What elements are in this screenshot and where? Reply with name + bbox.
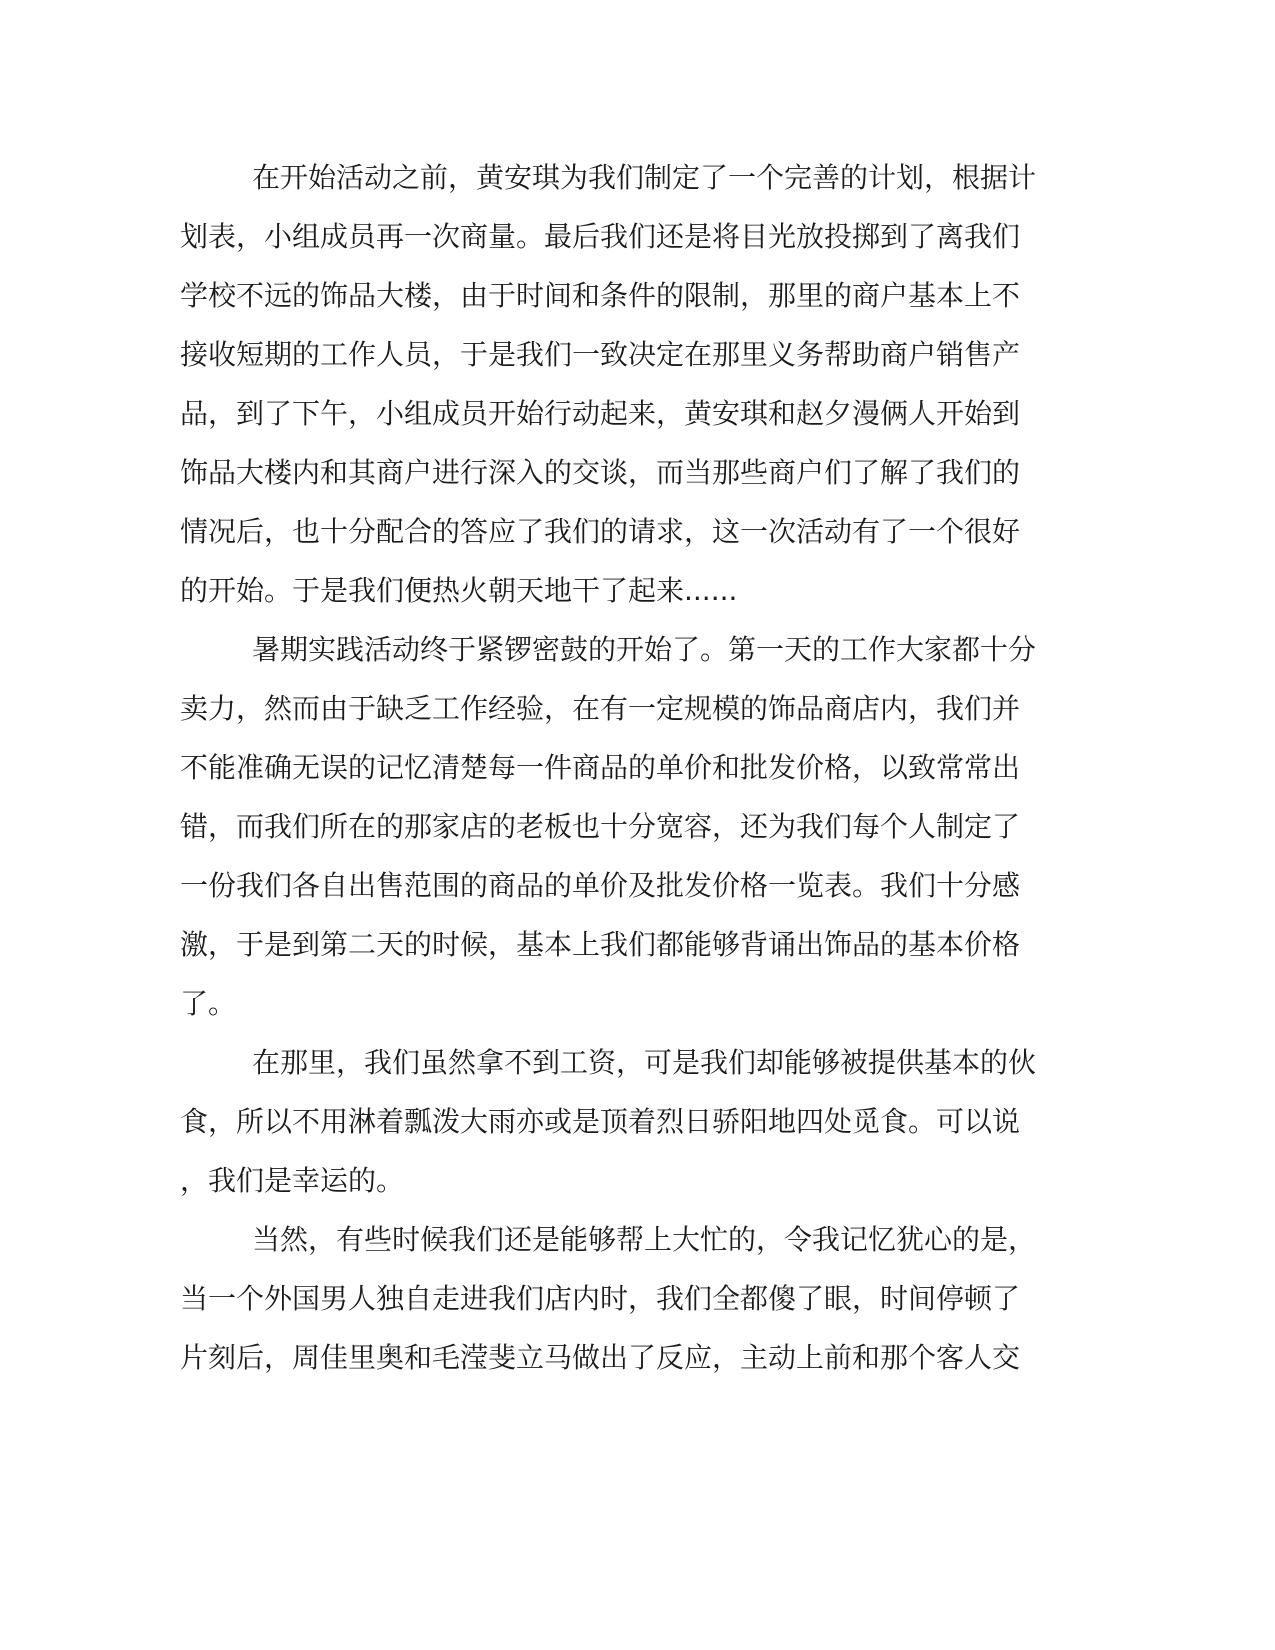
text-line: 当然，有些时候我们还是能够帮上大忙的，令我记忆犹心的是， [252,1223,1037,1256]
text-line: 食，所以不用淋着瓢泼大雨亦或是顶着烈日骄阳地四处觅食。可以说 [180,1105,1021,1138]
text-line: 在开始活动之前，黄安琪为我们制定了一个完善的计划，根据计 [252,161,1037,194]
text-line: 卖力，然而由于缺乏工作经验，在有一定规模的饰品商店内，我们并 [180,692,1021,725]
text-line: 的开始。于是我们便热火朝天地干了起来...... [180,574,738,607]
text-line: 激，于是到第二天的时候，基本上我们都能够背诵出饰品的基本价格 [180,928,1021,961]
text-line: 接收短期的工作人员，于是我们一致决定在那里义务帮助商户销售产 [180,338,1021,371]
text-line: 情况后，也十分配合的答应了我们的请求，这一次活动有了一个很好 [180,515,1021,548]
text-line: 片刻后，周佳里奥和毛滢斐立马做出了反应，主动上前和那个客人交 [180,1341,1021,1374]
text-line: 错，而我们所在的那家店的老板也十分宽容，还为我们每个人制定了 [180,810,1021,843]
text-line: 不能准确无误的记忆清楚每一件商品的单价和批发价格，以致常常出 [180,751,1021,784]
text-line: 划表，小组成员再一次商量。最后我们还是将目光放投掷到了离我们 [180,220,1021,253]
text-line: 在那里，我们虽然拿不到工资，可是我们却能够被提供基本的伙 [252,1046,1037,1079]
text-line: 学校不远的饰品大楼，由于时间和条件的限制，那里的商户基本上不 [180,279,1021,312]
text-line: 一份我们各自出售范围的商品的单价及批发价格一览表。我们十分感 [180,869,1021,902]
text-line: 品，到了下午，小组成员开始行动起来，黄安琪和赵夕漫俩人开始到 [180,397,1021,430]
text-line: 暑期实践活动终于紧锣密鼓的开始了。第一天的工作大家都十分 [252,633,1037,666]
text-line: 了。 [180,987,237,1020]
text-line: 当一个外国男人独自走进我们店内时，我们全都傻了眼，时间停顿了 [180,1282,1021,1315]
text-line: 饰品大楼内和其商户进行深入的交谈，而当那些商户们了解了我们的 [180,456,1021,489]
text-line: ，我们是幸运的。 [180,1164,405,1197]
